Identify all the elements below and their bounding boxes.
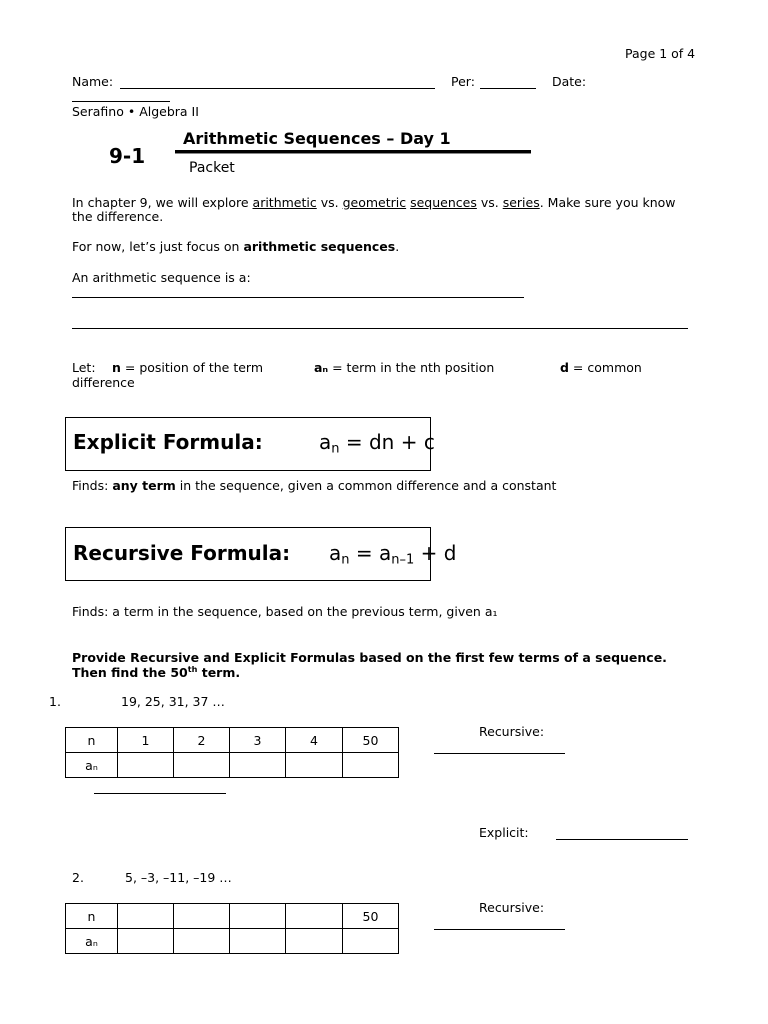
page-title: Arithmetic Sequences – Day 1 <box>183 129 451 148</box>
table-cell-input[interactable] <box>118 753 174 778</box>
title-rule-shadow <box>175 153 531 154</box>
table-cell: 1 <box>118 728 174 753</box>
table-cell-input[interactable] <box>118 929 174 954</box>
recursive-formula-label: Recursive Formula: <box>73 541 291 565</box>
let-n-definition: n = position of the term <box>112 360 264 375</box>
let-label: Let: <box>72 360 96 375</box>
table-cell-input[interactable] <box>343 753 399 778</box>
table-cell: aₙ <box>66 929 118 954</box>
table-cell-input[interactable] <box>286 753 343 778</box>
table-cell <box>230 904 286 929</box>
problem-1-explicit-label: Explicit: <box>479 825 529 840</box>
focus-paragraph: For now, let’s just focus on arithmetic sequences. <box>72 239 400 254</box>
table-cell: 50 <box>343 904 399 929</box>
instructions-line2: Then find the 50th term. <box>72 664 241 681</box>
let-d-definition: d = common <box>560 360 642 375</box>
table-cell: 3 <box>230 728 286 753</box>
table-cell-input[interactable] <box>174 929 230 954</box>
table-row <box>66 904 399 929</box>
definition-answer-line-2[interactable] <box>72 328 688 329</box>
period-field[interactable] <box>480 88 536 89</box>
table-cell: 4 <box>286 728 343 753</box>
problem-1-recursive-field[interactable] <box>434 753 565 754</box>
definition-prompt: An arithmetic sequence is a: <box>72 270 251 285</box>
explicit-formula-label: Explicit Formula: <box>73 430 263 454</box>
table-cell: n <box>66 904 118 929</box>
problem-1-answer-line[interactable] <box>94 793 226 794</box>
problem-2-recursive-field[interactable] <box>434 929 565 930</box>
date-label: Date: <box>552 74 587 89</box>
problem-1-table <box>65 727 399 778</box>
table-cell: aₙ <box>66 753 118 778</box>
recursive-formula: $a_n = a_{n-1} + d$ <box>329 541 457 568</box>
intro-paragraph: In chapter 9, we will explore arithmetic vs. geometric sequences vs. series. Make sure you know <box>72 195 676 210</box>
course-label: Serafino • Algebra II <box>72 104 199 119</box>
problem-2-sequence: 5, –3, –11, –19 … <box>125 870 232 885</box>
table-cell: 50 <box>343 728 399 753</box>
problem-1-number: 1. <box>49 694 61 709</box>
table-cell-input[interactable] <box>230 753 286 778</box>
explicit-formula: $a_n$ = dn + c <box>319 430 435 457</box>
name-field[interactable] <box>120 88 435 89</box>
table-cell: 2 <box>174 728 230 753</box>
let-d-definition-line2: difference <box>72 375 135 390</box>
page-number: Page 1 of 4 <box>625 46 696 61</box>
table-cell-input[interactable] <box>286 929 343 954</box>
table-row <box>66 929 399 954</box>
table-cell <box>286 904 343 929</box>
section-number: 9-1 <box>109 144 146 168</box>
date-field[interactable] <box>72 101 170 102</box>
problem-2-recursive-label: Recursive: <box>479 900 545 915</box>
table-row <box>66 728 399 753</box>
table-cell-input[interactable] <box>343 929 399 954</box>
problem-2-table <box>65 903 399 954</box>
page-subtitle: Packet <box>189 160 235 176</box>
table-cell-input[interactable] <box>174 753 230 778</box>
problem-1-recursive-label: Recursive: <box>479 724 545 739</box>
problem-1-sequence: 19, 25, 31, 37 … <box>121 694 225 709</box>
name-label: Name: <box>72 74 114 89</box>
recursive-finds: Finds: a term in the sequence, based on the previous term, given a₁ <box>72 604 498 619</box>
let-a-definition: aₙ = term in the nth position <box>314 360 495 375</box>
table-cell <box>118 904 174 929</box>
table-row <box>66 753 399 778</box>
explicit-finds: Finds: any term in the sequence, given a common difference and a constant <box>72 478 557 493</box>
table-cell <box>174 904 230 929</box>
problem-2-number: 2. <box>72 870 84 885</box>
problem-1-explicit-field[interactable] <box>556 839 688 840</box>
definition-answer-line-1[interactable] <box>72 297 524 298</box>
intro-paragraph-line2: the difference. <box>72 209 164 224</box>
table-cell-input[interactable] <box>230 929 286 954</box>
table-cell: n <box>66 728 118 753</box>
period-label: Per: <box>451 74 475 89</box>
instructions-line1: Provide Recursive and Explicit Formulas based on the first few terms of a sequence. <box>72 650 667 665</box>
